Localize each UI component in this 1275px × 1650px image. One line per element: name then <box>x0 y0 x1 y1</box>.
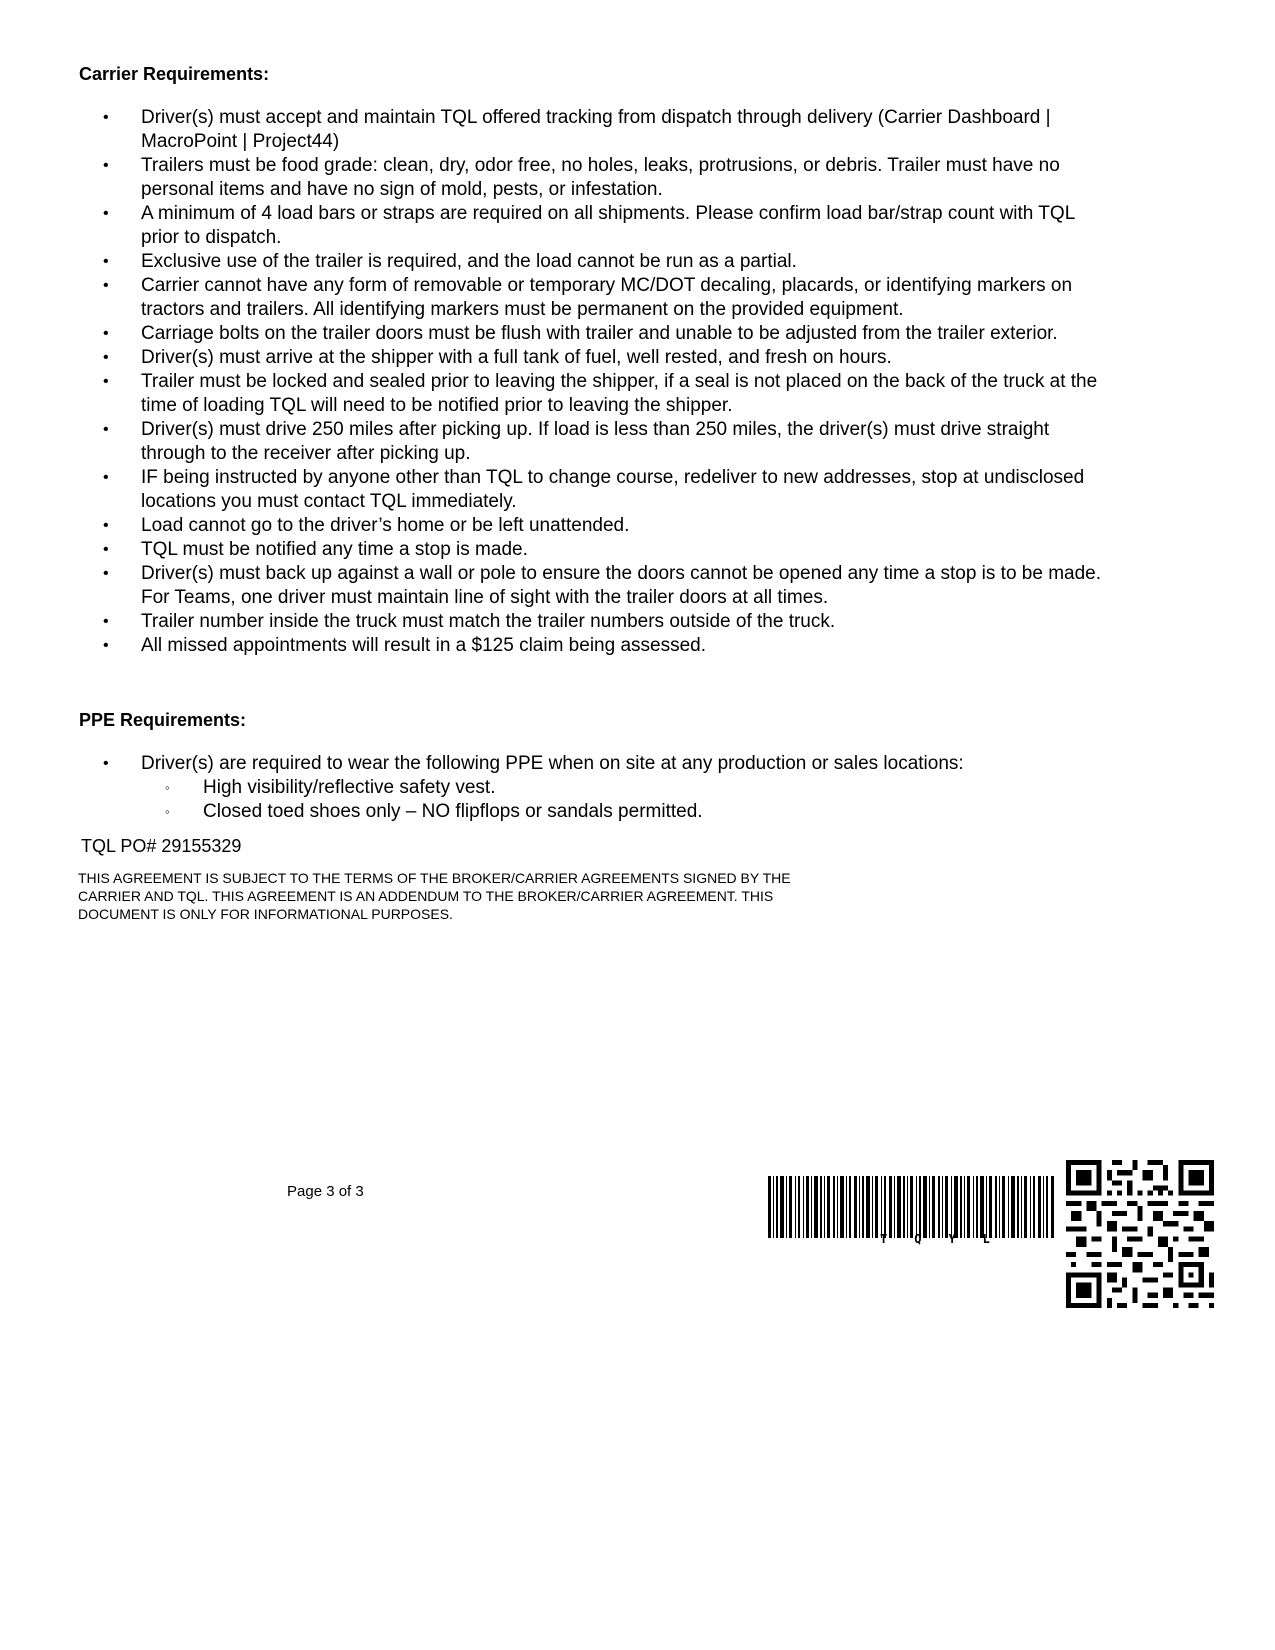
list-item: • All missed appointments will result in a $125 claim being assessed. <box>103 635 706 656</box>
bullet-icon: • <box>103 469 109 486</box>
sub-bullet-icon: ◦ <box>165 780 170 795</box>
bullet-icon: • <box>103 565 109 582</box>
list-item: • Driver(s) must accept and maintain TQL offered tracking from dispatch through delivery (Carrier Dashboard | MacroPoint | Project44) <box>103 107 1051 152</box>
list-item: • A minimum of 4 load bars or straps are required on all shipments. Please confirm load bar/strap count with TQL prior to dispatch. <box>103 203 1075 248</box>
list-item: • Trailer must be locked and sealed prior to leaving the shipper, if a seal is not placed on the back of the truck at the time of loading TQL will need to be notified prior to leaving the shipper. <box>103 371 1098 416</box>
ppe-requirements-heading: PPE Requirements: <box>79 710 247 730</box>
list-item: • Trailer number inside the truck must match the trailer numbers outside of the truck. <box>103 611 836 632</box>
list-item: • Carriage bolts on the trailer doors must be flush with trailer and unable to be adjusted from the trailer exterior. <box>103 323 1058 344</box>
page-number: Page 3 of 3 <box>287 1183 364 1200</box>
legal-disclaimer: THIS AGREEMENT IS SUBJECT TO THE TERMS OF THE BROKER/CARRIER AGREEMENTS SIGNED BY THE CARRIER AND TQL. THIS AGREEMENT IS AN ADDENDUM TO THE BROKER/CARRIER AGREEMENT. THIS DOCUMENT IS ONLY FOR INFORMATIONAL PURPOSES. <box>78 870 791 922</box>
bullet-icon: • <box>103 613 109 630</box>
qr-code-icon <box>1066 1160 1214 1308</box>
carrier-requirements-list <box>103 106 1113 658</box>
ppe-sublist <box>103 776 1113 824</box>
bullet-icon: • <box>103 277 109 294</box>
list-item: • Driver(s) must drive 250 miles after picking up. If load is less than 250 miles, the driver(s) must drive straight through to the receiver after picking up. <box>103 419 1050 464</box>
carrier-requirements-heading: Carrier Requirements: <box>79 64 270 84</box>
ppe-requirements-list <box>103 752 1113 776</box>
bullet-icon: • <box>103 517 109 534</box>
list-item: • Exclusive use of the trailer is required, and the load cannot be run as a partial. <box>103 251 797 272</box>
list-item: • Driver(s) are required to wear the following PPE when on site at any production or sales locations: <box>103 753 964 774</box>
list-item: • Carrier cannot have any form of removable or temporary MC/DOT decaling, placards, or identifying markers on tractors and trailers. All identifying markers must be permanent on the provided equipment. <box>103 275 1073 320</box>
bullet-icon: • <box>103 325 109 342</box>
bullet-icon: • <box>103 253 109 270</box>
bullet-icon: • <box>103 755 109 772</box>
bullet-icon: • <box>103 421 109 438</box>
list-item: • IF being instructed by anyone other than TQL to change course, redeliver to new addresses, stop at undisclosed locations you must contact TQL immediately. <box>103 467 1085 512</box>
bullet-icon: • <box>103 205 109 222</box>
bullet-icon: • <box>103 349 109 366</box>
list-item: ◦ Closed toed shoes only – NO flipflops or sandals permitted. <box>165 801 703 822</box>
sub-bullet-icon: ◦ <box>165 804 170 819</box>
bullet-icon: • <box>103 157 109 174</box>
list-item: • Trailers must be food grade: clean, dry, odor free, no holes, leaks, protrusions, or debris. Trailer must have no personal items and have no sign of mold, pests, or infestation. <box>103 155 1060 200</box>
list-item: • TQL must be notified any time a stop is made. <box>103 539 528 560</box>
po-number: TQL PO# 29155329 <box>81 836 242 856</box>
bullet-icon: • <box>103 541 109 558</box>
bullet-icon: • <box>103 109 109 126</box>
barcode-caption: TQYL <box>880 1232 1017 1246</box>
list-item: • Driver(s) must back up against a wall or pole to ensure the doors cannot be opened any time a stop is to be made. For Teams, one driver must maintain line of sight with the trailer doors at all times. <box>103 563 1102 608</box>
bullet-icon: • <box>103 637 109 654</box>
bullet-icon: • <box>103 373 109 390</box>
list-item: • Load cannot go to the driver’s home or be left unattended. <box>103 515 630 536</box>
list-item: • Driver(s) must arrive at the shipper with a full tank of fuel, well rested, and fresh on hours. <box>103 347 892 368</box>
barcode-icon <box>768 1176 1054 1238</box>
list-item: ◦ High visibility/reflective safety vest. <box>165 777 496 798</box>
